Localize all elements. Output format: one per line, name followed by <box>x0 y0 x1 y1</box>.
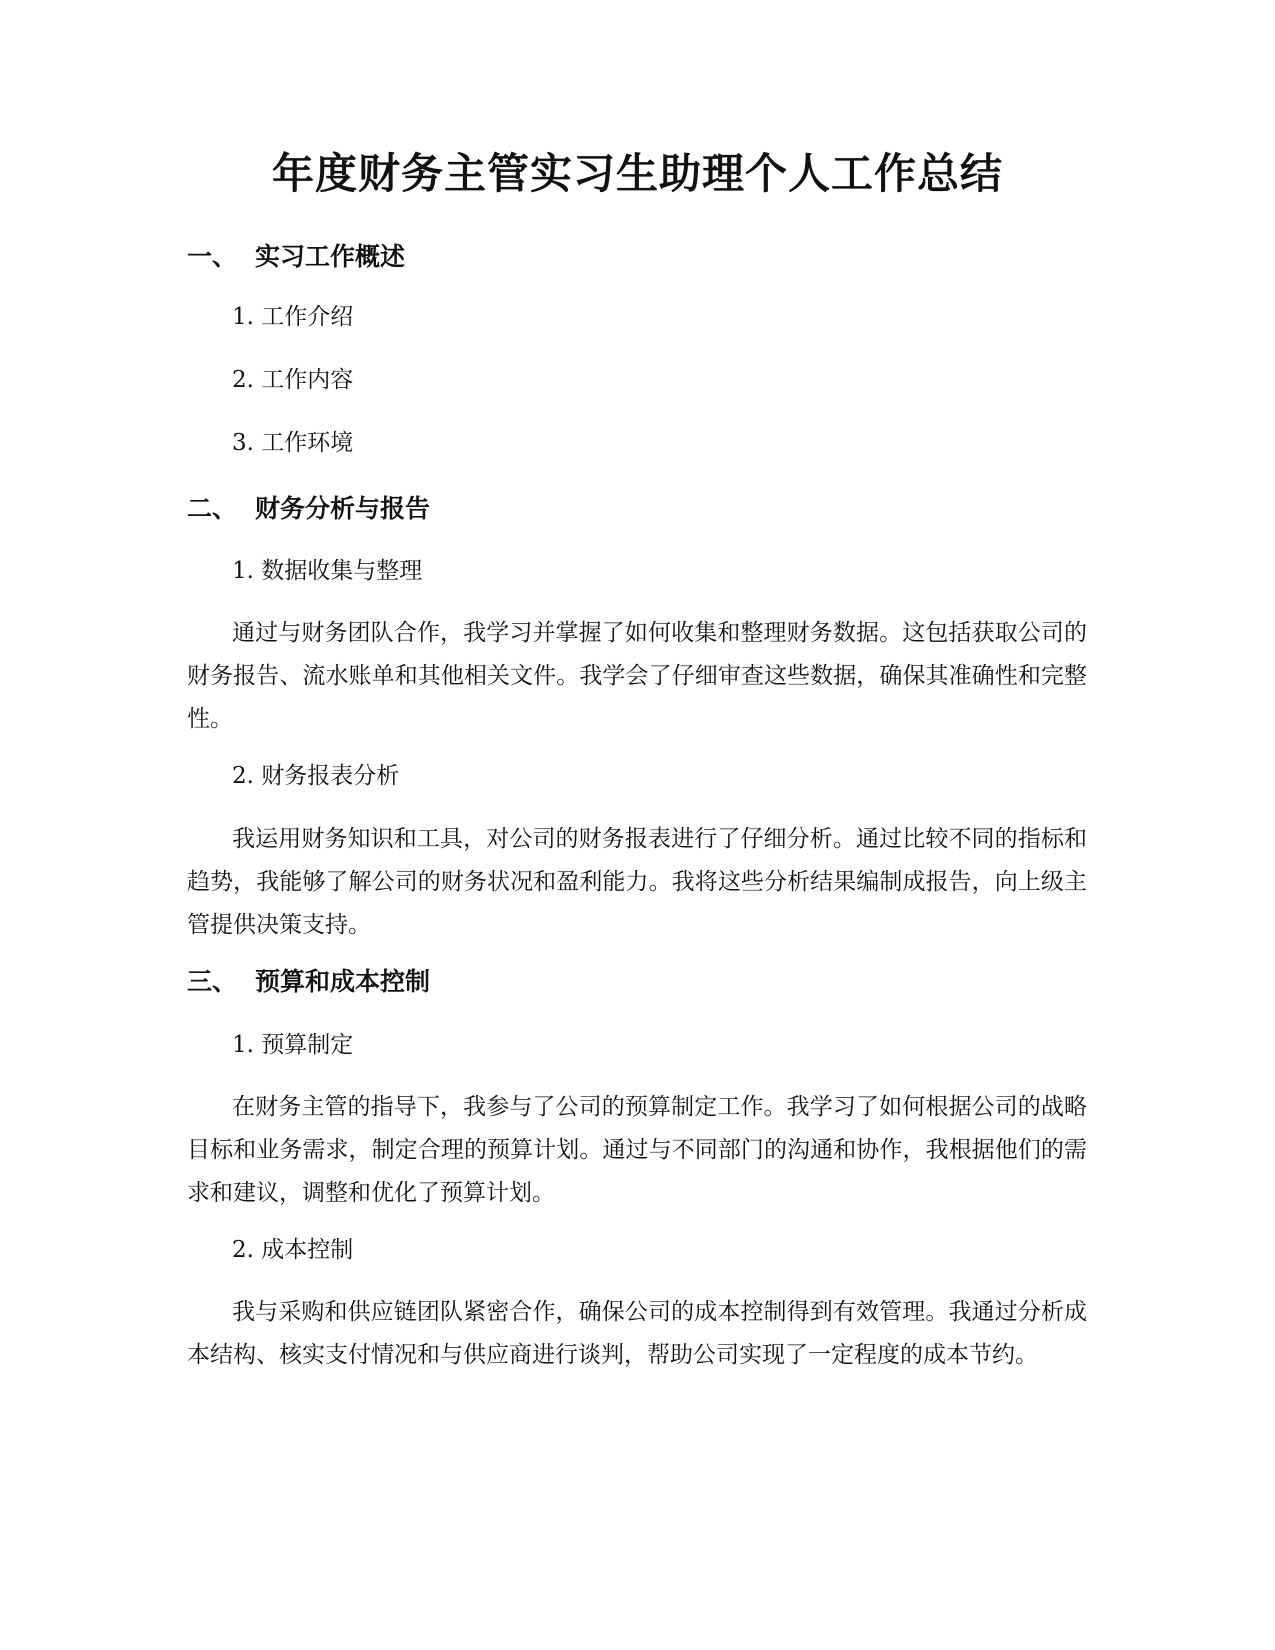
paragraph: 在财务主管的指导下，我参与了公司的预算制定工作。我学习了如何根据公司的战略目标和业务需求，制定合理的预算计划。通过与不同部门的沟通和协作，我根据他们的需求和建议，调整和优化了预算计划。 <box>187 1094 1087 1206</box>
list-item: 2. 工作内容 <box>232 367 354 393</box>
list-item: 3. 工作环境 <box>232 430 354 456</box>
section-title: 财务分析与报告 <box>255 494 431 523</box>
paragraph: 我运用财务知识和工具，对公司的财务报表进行了仔细分析。通过比较不同的指标和趋势，我能够了解公司的财务状况和盈利能力。我将这些分析结果编制成报告，向上级主管提供决策支持。 <box>187 826 1087 938</box>
subsection-label: 2. 财务报表分析 <box>232 763 400 789</box>
section-number: 一、 <box>187 242 238 271</box>
subsection-label: 2. 成本控制 <box>232 1237 354 1263</box>
list-item: 1. 工作介绍 <box>232 304 354 330</box>
paragraph: 通过与财务团队合作，我学习并掌握了如何收集和整理财务数据。这包括获取公司的财务报告、流水账单和其他相关文件。我学会了仔细审查这些数据，确保其准确性和完整性。 <box>187 620 1087 732</box>
document-title: 年度财务主管实习生助理个人工作总结 <box>271 149 1003 198</box>
section-title: 实习工作概述 <box>255 242 406 271</box>
subsection-label: 1. 数据收集与整理 <box>232 558 423 584</box>
subsection-label: 1. 预算制定 <box>232 1032 354 1058</box>
paragraph: 我与采购和供应链团队紧密合作，确保公司的成本控制得到有效管理。我通过分析成本结构、核实支付情况和与供应商进行谈判，帮助公司实现了一定程度的成本节约。 <box>187 1299 1087 1368</box>
section-heading-1 <box>187 240 405 274</box>
section-heading-2 <box>187 492 430 526</box>
section-number: 二、 <box>187 494 238 523</box>
section-title: 预算和成本控制 <box>255 967 431 996</box>
section-number: 三、 <box>187 967 238 996</box>
section-heading-3 <box>187 965 430 999</box>
